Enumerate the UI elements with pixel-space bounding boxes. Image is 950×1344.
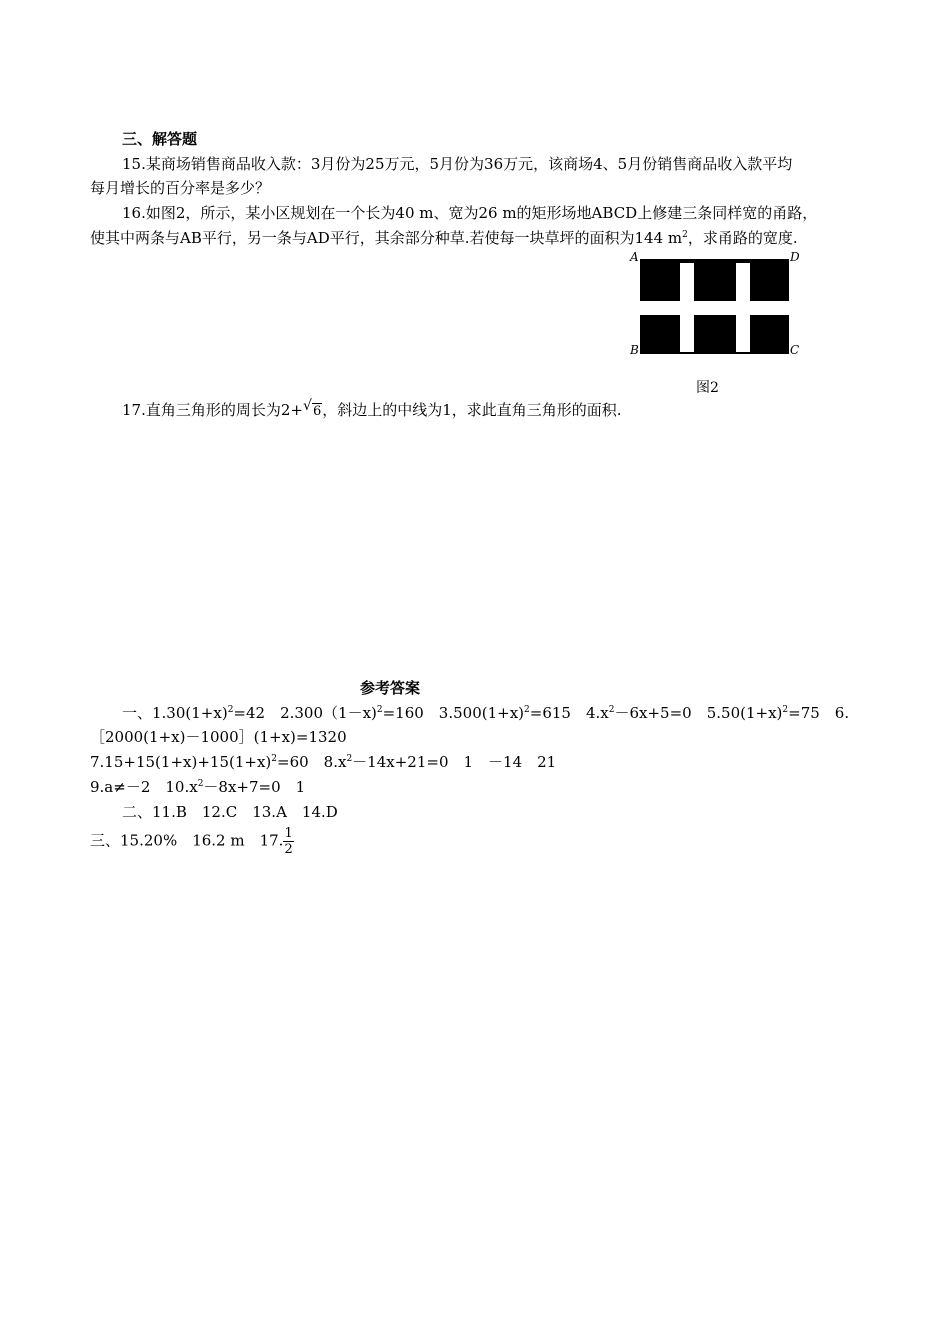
answers-title: 参考答案 xyxy=(360,679,421,697)
fraction-denominator: 2 xyxy=(284,842,293,857)
section-heading: 三、解答题 xyxy=(122,130,198,148)
superscript: 2 xyxy=(376,705,383,715)
vertex-label-d: D xyxy=(790,250,800,264)
horizontal-road xyxy=(640,301,789,315)
answer-text: 三、15.20% 16.2 m 17. xyxy=(90,831,284,850)
answer-text: =615 4.x xyxy=(529,704,609,722)
question-16: 16.如图2，所示，某小区规划在一个长为40 m、宽为26 m的矩形场地ABCD上修建三条同样宽的甬路， xyxy=(122,204,818,222)
answer-text: 一、1.30(1+x) xyxy=(122,704,228,722)
superscript: 2 xyxy=(608,705,615,715)
answer-text: －6x+5=0 5.50(1+x) xyxy=(614,704,783,722)
answer-text: =160 3.500(1+x) xyxy=(382,704,525,722)
answer-line-6 xyxy=(90,826,294,857)
figure-2 xyxy=(626,250,806,400)
superscript: 2 xyxy=(346,754,353,764)
answer-line-1 xyxy=(122,702,849,723)
superscript: 2 xyxy=(782,705,789,715)
superscript: 2 xyxy=(271,754,277,764)
answer-text: 9.a≠－2 10.x xyxy=(90,778,198,796)
answer-text: =60 8.x xyxy=(277,753,347,771)
question-15-cont: 每月增长的百分率是多少？ xyxy=(90,179,271,197)
answer-text: 7.15+15(1+x)+15(1+x) xyxy=(90,753,272,771)
answer-line-5: 二、11.B 12.C 13.A 14.D xyxy=(122,803,338,821)
answer-line-2: ［2000(1+x)－1000］(1+x)=1320 xyxy=(90,728,347,746)
question-17-text-end: ，斜边上的中线为1，求此直角三角形的面积. xyxy=(322,401,622,419)
vertex-label-a: A xyxy=(630,250,639,264)
question-17 xyxy=(122,399,622,420)
superscript: 2 xyxy=(227,705,234,715)
question-17-text: 17.直角三角形的周长为2+ xyxy=(122,401,303,419)
answer-text: =75 6. xyxy=(788,704,850,722)
answer-text: －14x+21=0 1 －14 21 xyxy=(352,753,557,771)
fraction-numerator: 1 xyxy=(284,826,293,841)
question-15: 15.某商场销售商品收入款：3月份为25万元，5月份为36万元，该商场4、5月份销售商品收入款平均 xyxy=(122,155,793,173)
answer-line-3 xyxy=(90,751,556,772)
rectangle-field-diagram xyxy=(640,259,790,355)
answer-line-4 xyxy=(90,776,305,797)
superscript: 2 xyxy=(197,779,204,789)
vertical-road-left xyxy=(680,263,694,352)
answer-text: －8x+7=0 1 xyxy=(203,778,306,796)
vertex-label-c: C xyxy=(790,343,800,357)
answer-text: =42 2.300（1－x) xyxy=(233,704,377,722)
superscript: 2 xyxy=(524,705,530,715)
question-16-cont xyxy=(90,227,798,248)
question-16-text-end: ，求甬路的宽度. xyxy=(687,229,798,247)
vertical-road-right xyxy=(736,263,750,352)
superscript: 2 xyxy=(682,230,688,240)
question-16-text: 使其中两条与AB平行，另一条与AD平行，其余部分种草.若使每一块草坪的面积为144 m xyxy=(90,229,683,247)
radicand: 6 xyxy=(312,404,322,419)
sqrt-expression: √ 6 xyxy=(302,398,322,419)
vertex-label-b: B xyxy=(630,343,639,357)
fraction xyxy=(283,826,293,857)
figure-caption: 图2 xyxy=(696,380,719,396)
